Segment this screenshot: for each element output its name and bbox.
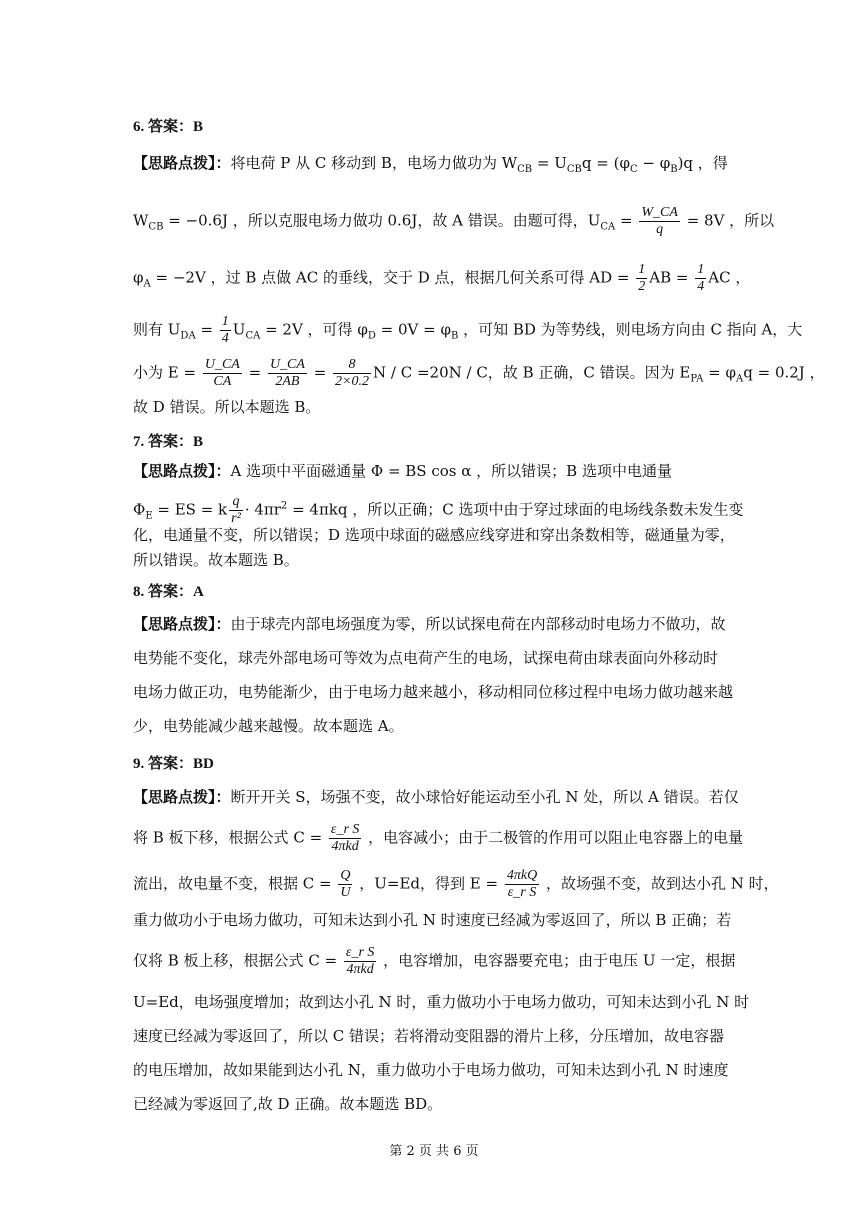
q9-l1-b: 断开开关 S，场强不变，故小球恰好能运动至小孔 N 处，所以 A 错误。若仅 xyxy=(230,788,739,806)
frac-num: U_CA xyxy=(269,357,305,372)
sub: CB xyxy=(517,164,533,175)
q6-line-5 xyxy=(133,357,825,391)
fraction-field xyxy=(505,868,539,901)
frac-den: r² xyxy=(231,511,241,526)
q6-l3-c: AB = xyxy=(649,268,694,287)
q7-line-2 xyxy=(133,494,743,528)
q7-l2-a: Φ xyxy=(133,500,146,519)
q9-l2-a: 将 B 板下移，根据公式 C = xyxy=(133,828,327,847)
q6-l5-b: = xyxy=(243,363,266,382)
sub: B xyxy=(450,330,459,342)
answer-9: 9. 答案：BD xyxy=(133,756,214,772)
sub: CB xyxy=(566,164,582,175)
q6-l3-d: AC ， xyxy=(708,268,751,287)
q6-l2-a: W xyxy=(133,211,149,230)
q9-line-1 xyxy=(133,786,743,808)
frac-den: 4πkd xyxy=(346,962,374,977)
q6-l5-c: = xyxy=(308,363,332,382)
sub: CB xyxy=(148,221,164,233)
q8-line-1 xyxy=(133,613,743,635)
page-footer: 第 2 页 共 6 页 xyxy=(389,1144,479,1159)
q8-line-4: 少，电势能减少越来越慢。故本题选 A。 xyxy=(133,717,404,735)
answer-7: 7. 答案：B xyxy=(133,434,204,450)
frac-num: ε_r S xyxy=(330,822,360,837)
fraction-eight xyxy=(333,357,371,390)
frac-num: q xyxy=(229,494,243,511)
q9-line-3 xyxy=(133,868,779,901)
answer-8: 8. 答案：A xyxy=(133,584,204,600)
q9-l5-a: 仅将 B 板上移，根据公式 C = xyxy=(133,951,342,970)
fraction-q-r2 xyxy=(229,494,243,527)
fraction-capacitance xyxy=(329,822,361,855)
q9-line-2 xyxy=(133,822,743,855)
q6-l4-e: = 0V = φ xyxy=(375,320,451,339)
fraction-uca-ca xyxy=(203,357,242,390)
sub: DA xyxy=(180,330,196,342)
q9-line-7: 速度已经减为零返回了，所以 C 错误；若将滑动变阻器的滑片上移，分压增加，故电容器 xyxy=(133,1027,725,1045)
q9-l5-b: ，电容增加，电容器要充电；由于电压 U 一定，根据 xyxy=(378,951,736,970)
fraction-q-u xyxy=(338,868,352,901)
q9-line-5 xyxy=(133,945,743,978)
q6-line-2 xyxy=(133,205,775,239)
q9-l2-b: ，电容减小；由于二极管的作用可以阻止电容器上的电量 xyxy=(363,828,744,847)
q6-l3-a: φ xyxy=(133,268,144,287)
fraction-quarter xyxy=(695,262,706,295)
frac-num: Q xyxy=(340,868,351,883)
answer-6: 6. 答案：B xyxy=(133,119,204,135)
sub: D xyxy=(367,330,376,342)
frac-den: CA xyxy=(213,374,232,389)
q6-l1-c: = U xyxy=(532,154,567,172)
q6-l2-b: = −0.6J ，所以克服电场力做功 0.6J，故 A 错误。由题可得，U xyxy=(163,211,601,230)
q6-l5-e: = φ xyxy=(703,363,736,382)
sub: CA xyxy=(245,330,261,342)
sub: A xyxy=(143,278,151,290)
sub: C xyxy=(629,164,638,175)
frac-den: 2×0.2 xyxy=(335,374,369,389)
frac-num: W_CA xyxy=(641,205,678,220)
q9-line-6: U=Ed，电场强度增加；故到达小孔 N 时，重力做功小于电场力做功，可知未达到小孔 N 时 xyxy=(133,993,750,1011)
fraction-uca-2ab xyxy=(268,357,307,390)
sup: 2 xyxy=(280,500,288,512)
frac-den: ε_r S xyxy=(507,885,537,900)
hint-label: 【思路点拨】： xyxy=(133,615,231,633)
q7-l2-b: = ES = k xyxy=(152,500,228,519)
q6-line-1 xyxy=(133,152,743,181)
q6-l3-b: = −2V ，过 B 点做 AC 的垂线，交于 D 点，根据几何关系可得 AD = xyxy=(150,268,635,287)
frac-den: q xyxy=(656,222,664,237)
q6-line-6: 故 D 错误。所以本题选 B。 xyxy=(133,398,321,416)
q6-l5-f: q = 0.2J ， xyxy=(743,363,825,382)
q7-l2-c: · 4πr xyxy=(244,500,281,519)
q6-l5-a: 小为 E = xyxy=(133,363,201,382)
q6-l1-b: 将电荷 P 从 C 移动到 B，电场力做功为 W xyxy=(230,154,518,172)
q6-line-4 xyxy=(133,314,803,348)
fraction-half xyxy=(636,262,647,295)
frac-den: U xyxy=(340,885,351,900)
q6-l2-c: = xyxy=(615,211,638,230)
hint-label: 【思路点拨】： xyxy=(133,788,231,806)
fraction-quarter-2 xyxy=(220,314,231,347)
frac-den: 2AB xyxy=(275,374,300,389)
fraction-wca-q xyxy=(639,205,680,238)
q7-l2-d: = 4πkq ，所以正确；C 选项中由于穿过球面的电场线条数未发生变 xyxy=(287,500,744,519)
frac-num: 1 xyxy=(638,262,646,277)
q8-line-2: 电势能不变化，球壳外部电场可等效为点电荷产生的电场，试探电荷由球表面向外移动时 xyxy=(133,649,719,667)
frac-num: 4πkQ xyxy=(506,868,538,883)
hint-label: 【思路点拨】： xyxy=(133,462,231,480)
q6-l4-d: = 2V ，可得 φ xyxy=(260,320,368,339)
q6-l2-d: = 8V ，所以 xyxy=(681,211,775,230)
q6-l1-d: q = (φ xyxy=(581,154,630,172)
q9-l3-a: 流出，故电量不变，根据 C = xyxy=(133,874,337,893)
q7-line-3: 化，电通量不变，所以错误；D 选项中球面的磁感应线穿进和穿出条数相等，磁通量为零， xyxy=(133,526,735,544)
sub: B xyxy=(670,164,678,175)
q6-l4-f: ，可知 BD 为等势线，则电场方向由 C 指向 A，大 xyxy=(458,320,803,339)
frac-num: 8 xyxy=(333,357,371,374)
q6-l1-e: − φ xyxy=(637,154,671,172)
frac-num: 1 xyxy=(697,262,705,277)
fraction-capacitance-2 xyxy=(344,945,376,978)
q8-line-3: 电场力做正功，电势能渐少，由于电场力越来越小，移动相同位移过程中电场力做功越来越 xyxy=(133,683,734,701)
frac-num: 1 xyxy=(221,314,229,329)
sub: E xyxy=(145,510,153,522)
frac-num: ε_r S xyxy=(345,945,375,960)
q6-l4-c: U xyxy=(232,320,246,339)
q9-line-9: 已经减为零返回了,故 D 正确。故本题选 BD。 xyxy=(133,1095,443,1113)
q9-l3-c: ，故场强不变，故到达小孔 N 时， xyxy=(541,874,779,893)
q6-line-3 xyxy=(133,262,751,296)
frac-den: 2 xyxy=(638,279,646,294)
q8-l1-b: 由于球壳内部电场强度为零，所以试探电荷在内部移动时电场力不做功，故 xyxy=(230,615,726,633)
hint-label: 【思路点拨】： xyxy=(133,154,231,172)
sub: CA xyxy=(600,221,616,233)
frac-den: 4 xyxy=(697,279,705,294)
frac-den: 4 xyxy=(221,331,229,346)
q6-l4-b: = xyxy=(195,320,218,339)
frac-den: 4πkd xyxy=(331,839,359,854)
q6-l1-f: )q ，得 xyxy=(677,154,728,172)
sub: A xyxy=(736,373,744,385)
q6-l5-d: N / C =20N / C，故 B 正确，C 错误。因为 E xyxy=(373,363,691,382)
sub: PA xyxy=(690,373,704,385)
q9-line-4: 重力做功小于电场力做功，可知未达到小孔 N 时速度已经减为零返回了，所以 B 正确；若 xyxy=(133,911,732,929)
q6-l4-a: 则有 U xyxy=(133,320,181,339)
q7-l1-b: A 选项中平面磁通量 Φ = BS cos α ，所以错误；B 选项中电通量 xyxy=(230,462,672,480)
q7-line-4: 所以错误。故本题选 B。 xyxy=(133,551,299,569)
q7-line-1 xyxy=(133,460,743,482)
frac-num: U_CA xyxy=(204,357,240,372)
q9-line-8: 的电压增加，故如果能到达小孔 N，重力做功小于电场力做功，可知未达到小孔 N 时速度 xyxy=(133,1061,729,1079)
q9-l3-b: ，U=Ed，得到 E = xyxy=(354,874,503,893)
